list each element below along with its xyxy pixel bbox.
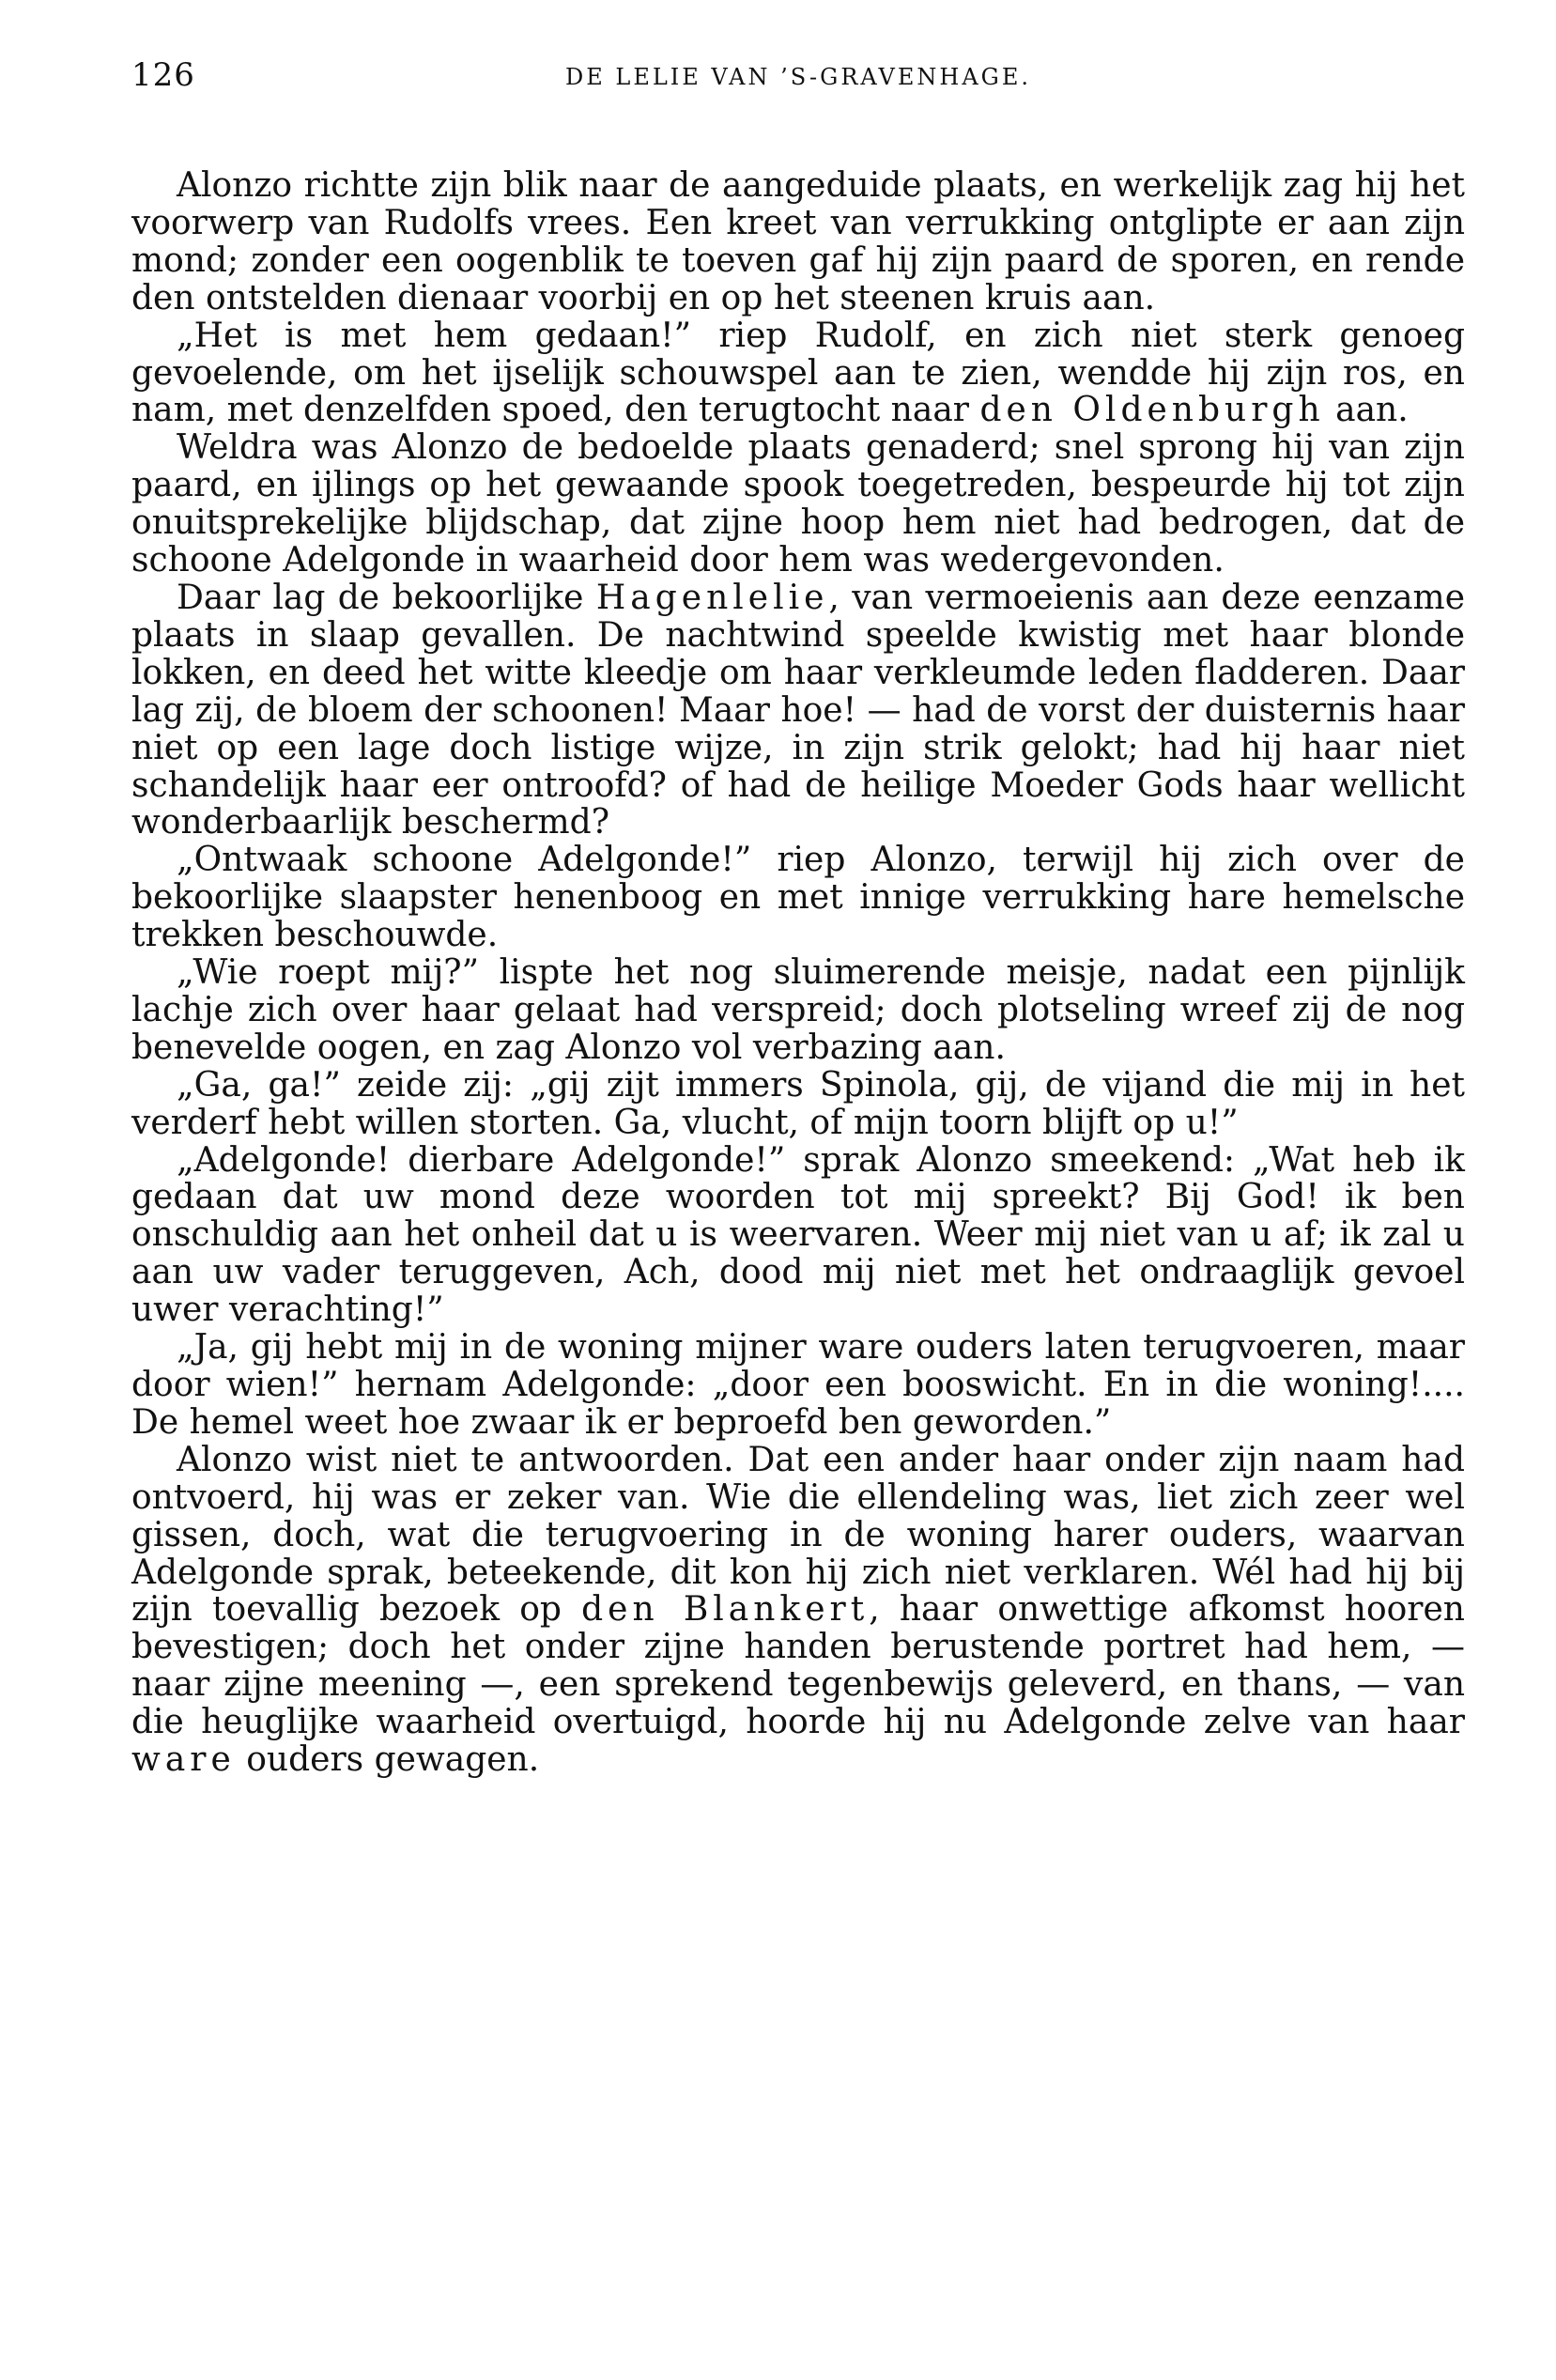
paragraph-text: „Ga, ga!” zeide zij: „gij zijt immers Spinola, gij, de vijand die mij in het verderf hebt willen storten. Ga, vlucht, of mijn toorn blijft op u!” [131,1065,1465,1142]
paragraph-text: „Wie roept mij?” lispte het nog sluimerende meisje, nadat een pijnlijk lachje zich over haar gelaat had verspreid; doch plotseling wreef zij de nog benevelde oogen, en zag Alonzo vol verbazing aan. [131,953,1465,1067]
paragraph-text: Alonzo richtte zijn blik naar de aangeduide plaats, en werkelijk zag hij het voorwerp van Rudolfs vrees. Een kreet van verrukking ontglipte er aan zijn mond; zonder een oogenblik te toeven gaf hij zijn paard de sporen, en rende den ontstelden dienaar voorbij en op het steenen kruis aan. [131,166,1465,317]
paragraph-text: Alonzo wist niet te antwoorden. Dat een ander haar onder zijn naam had ontvoerd, hij was er zeker van. Wie die ellendeling was, liet zich zeer wel gissen, doch, wat die terugvoering in de woning harer ouders, waarvan Adelgonde sprak, beteekende, dit kon hij zich niet verklaren. Wél had hij bij zijn toevallig bezoek op [131,1440,1465,1630]
spaced-name: den Blankert [581,1590,870,1630]
paragraph-text: Weldra was Alonzo de bedoelde plaats genaderd; snel sprong hij van zijn paard, en ijlings op het gewaande spook toegetreden, bespeurde hij tot zijn onuitsprekelijke blijdschap, dat zijne hoop hem niet had bedrogen, dat de schoone Adelgonde in waarheid door hem was wedergevonden. [131,428,1465,580]
paragraph-2 [131,317,1465,430]
paragraph-text: „Het is met hem gedaan!” riep Rudolf, en zich niet sterk genoeg gevoelende, om het ijselijk schouwspel aan te zien, wendde hij zijn ros, en nam, met denzelfden spoed, den terugtocht naar [131,316,1465,430]
spaced-name: Hagenlelie [595,578,829,617]
page-number: 126 [131,56,195,94]
paragraph-8 [131,1142,1465,1330]
paragraph-text: aan. [1324,391,1409,430]
spaced-name: den Oldenburgh [979,391,1325,430]
paragraph-text: , van vermoeienis aan deze eenzame plaats in slaap gevallen. De nachtwind speelde kwistig met haar blonde lokken, en deed het witte kleedje om haar verkleumde leden fladderen. Daar lag zij, de bloem der schoonen! Maar hoe! — had de vorst der duisternis haar niet op een lage doch listige wijze, in zijn strik gelokt; had hij haar niet schandelijk haar eer ontroofd? of had de heilige Moeder Gods haar wellicht wonderbaarlijk beschermd? [131,578,1466,842]
paragraph-text: Daar lag de bekoorlijke [177,578,596,617]
paragraph-10 [131,1442,1465,1779]
paragraph-text: ouders gewagen. [235,1740,540,1780]
paragraph-5 [131,842,1465,954]
paragraph-text: „Adelgonde! dierbare Adelgonde!” sprak Alonzo smeekend: „Wat heb ik gedaan dat uw mond deze woorden tot mij spreekt? Bij God! ik ben onschuldig aan het onheil dat u is weervaren. Weer mij niet van u af; ik zal u aan uw vader teruggeven, Ach, dood mij niet met het ondraaglijk gevoel uwer verachting!” [131,1140,1465,1330]
paragraph-1 [131,167,1465,317]
page-header [131,56,1465,113]
paragraph-4 [131,580,1465,842]
paragraph-7 [131,1067,1465,1142]
paragraph-text: , haar onwettige afkomst hooren bevestigen; doch het onder zijne handen berustende portret had hem, — naar zijne meening —, een sprekend tegenbewijs geleverd, en thans, — van die heuglijke waarheid overtuigd, hoorde hij nu Adelgonde zelve van haar [131,1590,1465,1742]
paragraph-text: „Ja, gij hebt mij in de woning mijner ware ouders laten terugvoeren, maar door wien!” hernam Adelgonde: „door een booswicht. En in die woning!.... De hemel weet hoe zwaar ik er beproefd ben geworden.” [131,1328,1465,1442]
paragraph-6 [131,954,1465,1067]
paragraph-3 [131,429,1465,580]
body-text [131,167,1465,1779]
running-title: DE LELIE VAN ’S-GRAVENHAGE. [565,64,1031,90]
paragraph-9 [131,1329,1465,1442]
paragraph-text: „Ontwaak schoone Adelgonde!” riep Alonzo, terwijl hij zich over de bekoorlijke slaapster henenboog en met innige verrukking hare hemelsche trekken beschouwde. [131,841,1465,955]
book-page [131,56,1465,1779]
spaced-word: ware [131,1740,236,1780]
